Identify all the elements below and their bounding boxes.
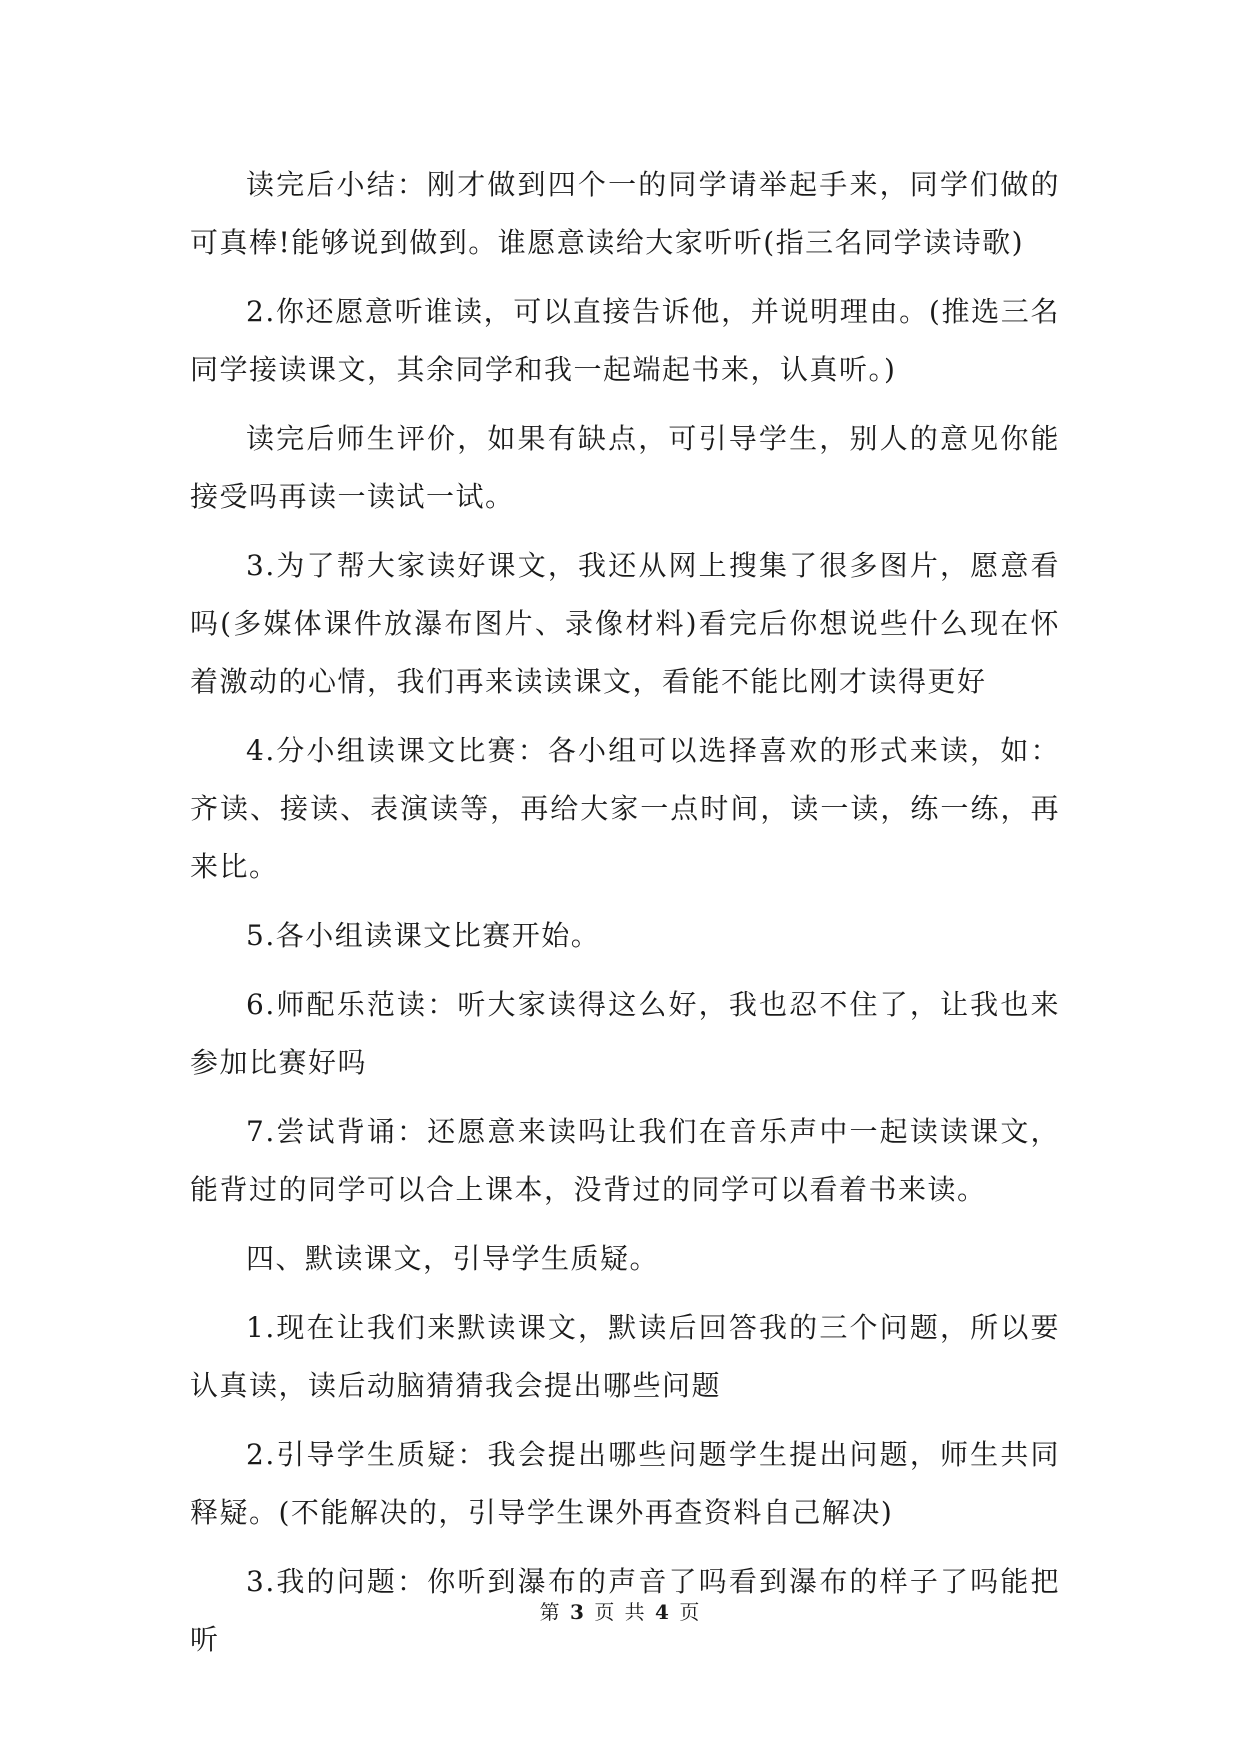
footer-prefix: 第 (539, 1600, 562, 1624)
page-footer (0, 1599, 1241, 1625)
footer-suffix: 页 (679, 1600, 702, 1624)
paragraph-step-4: 4.分小组读课文比赛：各小组可以选择喜欢的形式来读，如：齐读、接读、表演读等，再给大家一点时间，读一读，练一练，再来比。 (190, 734, 1060, 883)
paragraph-silent-step-3: 3.我的问题：你听到瀑布的声音了吗看到瀑布的样子了吗能把听 (190, 1565, 1060, 1656)
paragraph-step-5: 5.各小组读课文比赛开始。 (246, 919, 601, 952)
paragraph-silent-step-2: 2.引导学生质疑：我会提出哪些问题学生提出问题，师生共同释疑。(不能解决的，引导学生课外再查资料自己解决) (190, 1438, 1060, 1529)
footer-middle: 页 共 (594, 1600, 647, 1624)
paragraph-step-7: 7.尝试背诵：还愿意来读吗让我们在音乐声中一起读读课文，能背过的同学可以合上课本，没背过的同学可以看着书来读。 (190, 1115, 1060, 1206)
paragraph-silent-step-1: 1.现在让我们来默读课文，默读后回答我的三个问题，所以要认真读，读后动脑猜猜我会提出哪些问题 (190, 1311, 1060, 1402)
footer-total-pages: 4 (655, 1600, 671, 1624)
paragraph-step-3: 3.为了帮大家读好课文，我还从网上搜集了很多图片，愿意看吗(多媒体课件放瀑布图片、录像材料)看完后你想说些什么现在怀着激动的心情，我们再来读读课文，看能不能比刚才读得更好 (190, 549, 1060, 698)
footer-current-page: 3 (570, 1600, 586, 1624)
body-text (190, 156, 1060, 1680)
paragraph-summary-after-reading: 读完后小结：刚才做到四个一的同学请举起手来，同学们做的可真棒!能够说到做到。谁愿意读给大家听听(指三名同学读诗歌) (190, 168, 1060, 259)
paragraph-step-6: 6.师配乐范读：听大家读得这么好，我也忍不住了，让我也来参加比赛好吗 (190, 988, 1060, 1079)
section-heading-4: 四、默读课文，引导学生质疑。 (246, 1242, 660, 1275)
paragraph-step-2: 2.你还愿意听谁读，可以直接告诉他，并说明理由。(推选三名同学接读课文，其余同学和我一起端起书来，认真听。) (190, 295, 1060, 386)
paragraph-evaluation: 读完后师生评价，如果有缺点，可引导学生，别人的意见你能接受吗再读一读试一试。 (190, 422, 1060, 513)
